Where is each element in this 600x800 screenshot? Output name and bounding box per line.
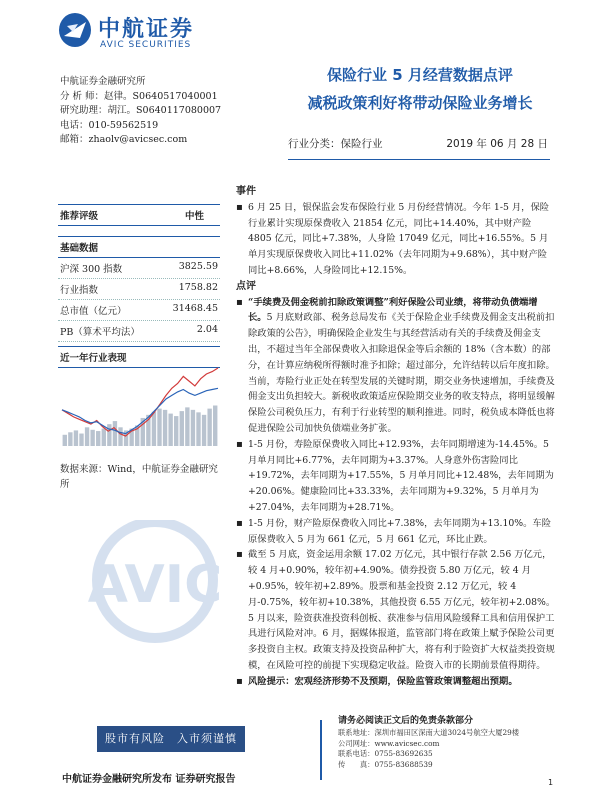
- rating-box: [58, 204, 220, 226]
- avic-watermark: [45, 520, 265, 650]
- rating-value: 中性: [184, 211, 204, 222]
- logo-name-en: AVIC SECURITIES: [100, 40, 192, 50]
- point-paragraph-1: ▪ “手续费及佣金税前扣除政策调整”利好保险公司业绩，将带动负债端增长。5 月底财政部、税务总局发布《关于保险企业手续费及佣金支出税前扣除政策的公告》，明确保险企业发生与其经营活动有关的手续费及佣金支出，不超过当年全部保费收入扣除退保金等后余额的 18%（含本数）的部分，在计算应纳税所得额时准予扣除；超过部分，允许结转以后年度扣除。当前，寿险行业正处在转型发展的关键时期，期交业务快速增加，手续费及佣金支出负担较大。新税收政策适应保险期交业务的收支特点，将明显缓解保险公司税负压力，有利于行业转型的顺利推进。同时，税负成本降低也将促进保险公司加快负债端业务扩张。: [236, 295, 556, 437]
- basic-data-table: [58, 236, 220, 342]
- volume-bar: [79, 434, 83, 446]
- event-heading: 事件: [236, 186, 256, 197]
- header-divider: [288, 159, 550, 160]
- volume-bar: [107, 424, 111, 446]
- volume-bar: [118, 427, 122, 446]
- volume-bar: [168, 414, 172, 446]
- publisher-line: 中航证券金融研究所发布 证券研究报告: [62, 774, 236, 785]
- page-number: 1: [548, 778, 554, 787]
- report-subtitle: 减税政策利好将带动保险业务增长: [307, 94, 533, 112]
- volume-bar: [185, 407, 189, 446]
- volume-bar: [174, 416, 178, 446]
- category-value: 保险行业: [340, 138, 383, 150]
- main-content: [236, 184, 556, 690]
- volume-bar: [191, 410, 195, 446]
- email-line[interactable]: 邮箱：zhaolv@avicsec.com: [60, 134, 188, 145]
- volume-bar: [96, 431, 100, 446]
- category-label: 行业分类：: [288, 138, 341, 150]
- meta-row: [288, 136, 548, 151]
- report-date: 2019 年 06 月 28 日: [446, 138, 548, 150]
- point-paragraph-4: ▪ 截至 5 月底，资金运用余额 17.02 万亿元，其中银行存款 2.56 万亿元，较 4 月+0.90%，较年初+4.90%。债券投资 5.80 万亿元，较 4 月+0.95%，较年初+2.89%。股票和基金投资 2.12 万亿元，较 4 月-0.75%，较年初+10.38%，其他投资 6.55 万亿元，较年初+2.08%。5 月以来，险资获准投资科创板、获准参与信用风险缓释工具和信用保护工具进行风险对冲。6 月，据媒体报道，监管部门将在政策上赋予保险公司更多投资自主权。政策支持及投资品种扩大，将有利于险资扩大权益类投资规模，在风险可控的前提下实现稳定收益。险资入市的长期前景值得期待。: [236, 547, 556, 673]
- rating-label: 推荐评级: [60, 211, 99, 222]
- event-paragraph: ▪ 6 月 25 日，银保监会发布保险行业 5 月份经营情况。今年 1-5 月，保险行业累计实现原保费收入 21854 亿元，同比+14.40%，其中财产险 4805 亿元，同比+7.38%，人身险 17049 亿元，同比+16.55%。5 月单月实现原保费收入同比+11.02%（去年同期为+9.68%），其中财产险同比+8.66%，人身险同比+12.15%。: [236, 200, 556, 279]
- assistant-line: 研究助理：胡江。S0640117080007: [60, 105, 222, 116]
- volume-bar: [163, 410, 167, 446]
- avic-logo-icon: [58, 12, 92, 48]
- analyst-info: [60, 75, 221, 148]
- volume-bar: [152, 412, 156, 446]
- risk-slogan: 股市有风险 入市须谨慎: [97, 726, 245, 752]
- risk-warning: ▪ 风险提示：宏观经济形势不及预期，保险监管政策调整超出预期。: [236, 674, 556, 690]
- volume-bar: [68, 432, 72, 446]
- volume-bar: [85, 427, 89, 446]
- table-row: PB（算术平均法） 2.04: [58, 321, 220, 342]
- industry-performance-chart: [58, 362, 222, 452]
- table-row: 总市值（亿元） 31468.45: [58, 300, 220, 321]
- logo-name-cn: 中航证券: [98, 17, 195, 42]
- volume-bar: [207, 409, 211, 446]
- volume-bar: [213, 406, 217, 447]
- analyst-line: 分 析 师：赵律。S0640517040001: [60, 90, 218, 102]
- point-heading: 点评: [236, 280, 256, 292]
- volume-bar: [63, 435, 67, 446]
- report-title: 保险行业 5 月经营数据点评: [327, 66, 513, 84]
- volume-bar: [157, 409, 161, 446]
- volume-bar: [113, 421, 117, 446]
- contact-fax: 传 真：0755-83688539: [338, 759, 433, 769]
- contact-phone: 联系电话：0755-83692635: [338, 749, 433, 758]
- contact-website[interactable]: 公司网址：www.avicsec.com: [338, 738, 440, 748]
- contact-address: 联系地址：深圳市福田区深南大道3024号航空大厦29楼: [338, 728, 520, 737]
- volume-bar: [196, 412, 200, 446]
- point-paragraph-2: ▪ 1-5 月份，寿险原保费收入同比+12.93%，去年同期增速为-14.45%。5 月单月同比+6.77%，去年同期为+3.37%。人身意外伤害险同比+19.72%，去年同期为+17.55%，5 月单月同比+12.48%，去年同期为+20.06%。健康险同比+33.33%，去年同期为+9.32%，5 月单月为+27.04%，去年同期为+28.71%。: [236, 437, 556, 516]
- disclaimer-title: 请务必阅读正文后的免责条款部分: [338, 716, 474, 726]
- point-paragraph-3: ▪ 1-5 月份，财产险原保费收入同比+7.38%，去年同期为+13.10%。车险原保费收入 5 月为 661 亿元，5 月 661 亿元，环比止跌。: [236, 516, 556, 548]
- basic-data-title: 基础数据: [58, 236, 220, 258]
- watermark-text: AVIC: [87, 555, 223, 615]
- volume-bar: [180, 411, 184, 446]
- contact-info: [338, 728, 519, 770]
- footer-divider: [320, 720, 322, 780]
- table-row: 行业指数 1758.82: [58, 279, 220, 300]
- volume-bar: [102, 429, 106, 446]
- chart-section-title: 近一年行业表现: [58, 346, 220, 368]
- volume-bar: [202, 415, 206, 446]
- data-source: 数据来源：Wind，中航证券金融研究所: [60, 464, 218, 490]
- rating-row: [58, 204, 220, 226]
- volume-bar: [74, 430, 78, 446]
- phone-line: 电话：010-59562519: [60, 119, 159, 131]
- volume-bar: [90, 430, 94, 446]
- table-row: 沪深 300 指数 3825.59: [58, 258, 220, 279]
- org-name: 中航证券金融研究所: [60, 76, 146, 87]
